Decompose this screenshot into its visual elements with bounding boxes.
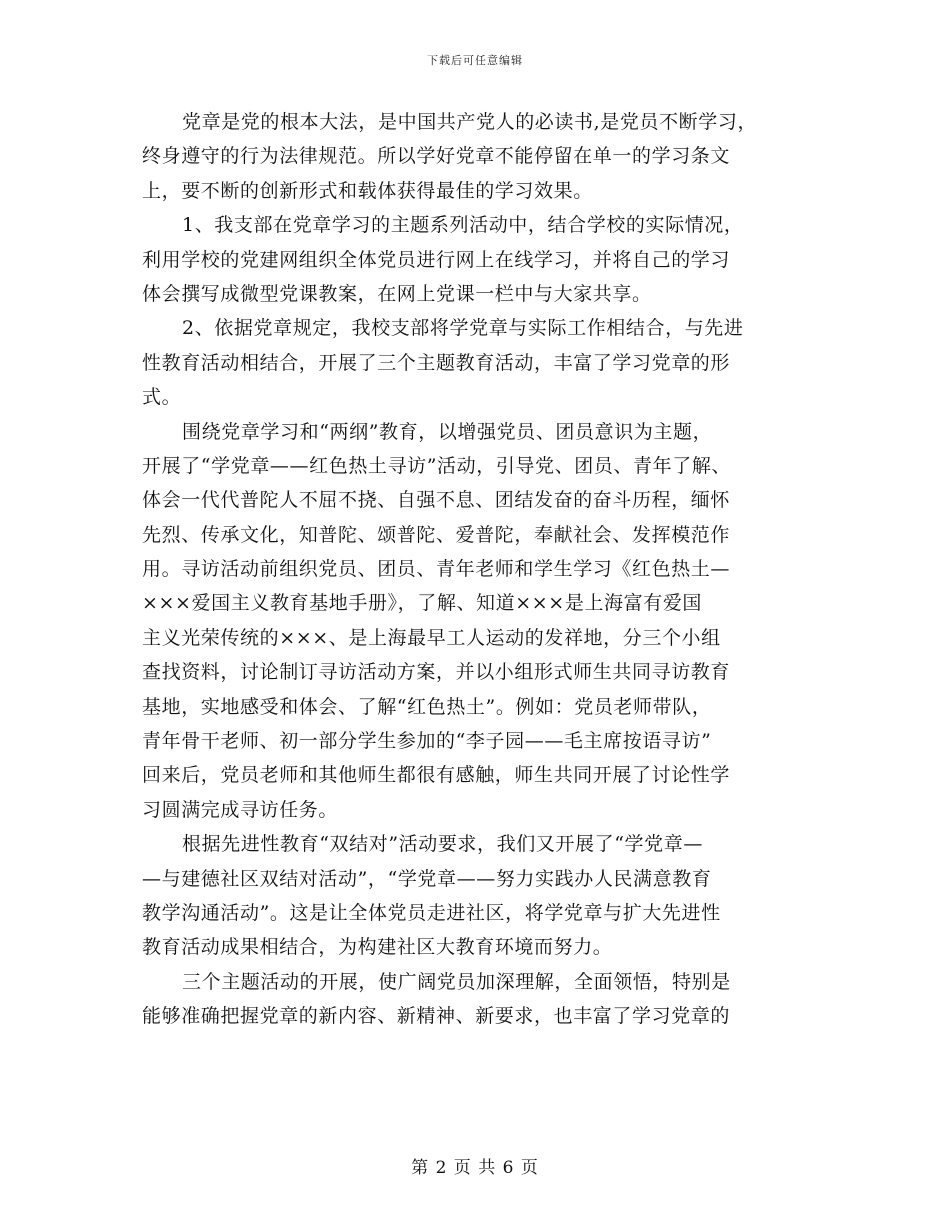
text-line: 围绕党章学习和“两纲”教育，以增强党员、团员意识为主题， [182,420,713,443]
text-line: ×××爱国主义教育基地手册》，了解、知道×××是上海富有爱国 [142,592,703,615]
text-line: 开展了“学党章——红色热土寻访”活动，引导党、团员、青年了解、 [142,454,732,477]
text-line: 回来后，党员老师和其他师生都很有感触，师生共同开展了讨论性学 [142,764,731,787]
text-line: 三个主题活动的开展，使广阔党员加深理解，全面领悟，特别是 [182,970,731,993]
text-line: 先烈、传承文化，知普陀、颂普陀、爱普陀，奉献社会、发挥模范作 [142,523,731,546]
document-body [142,105,814,1034]
text-line: 上，要不断的创新形式和载体获得最佳的学习效果。 [142,179,593,202]
page-footer: 第 2 页 共 6 页 [411,1158,539,1178]
text-line: 终身遵守的行为法律规范。所以学好党章不能停留在单一的学习条文 [142,145,731,168]
text-line: 基地，实地感受和体会、了解“红色热土”。例如：党员老师带队， [142,695,712,718]
text-line: 根据先进性教育“双结对”活动要求，我们又开展了“学党章— [182,833,703,856]
text-line: 查找资料，讨论制订寻访活动方案，并以小组形式师生共同寻访教育 [142,661,731,684]
text-line: 党章是党的根本大法，是中国共产党人的必读书,是党员不断学习， [182,111,758,133]
text-line: 习圆满完成寻访任务。 [142,798,339,821]
text-line: 用。寻访活动前组织党员、团员、青年老师和学生学习《红色热土— [142,558,731,581]
text-line: 体会撰写成微型党课教案，在网上党课一栏中与大家共享。 [142,282,652,305]
text-line: 教学沟通活动”。这是让全体党员走进社区，将学党章与扩大先进性 [142,901,721,924]
text-line: 青年骨干老师、初一部分学生参加的“李子园——毛主席按语寻访” [142,730,712,753]
text-line: 能够准确把握党章的新内容、新精神、新要求，也丰富了学习党章的 [142,1005,731,1028]
text-line: 教育活动成果相结合，为构建社区大教育环境而努力。 [142,936,613,959]
text-line: 性教育活动相结合，开展了三个主题教育活动，丰富了学习党章的形 [142,351,731,374]
text-line: 2、依据党章规定，我校支部将学党章与实际工作相结合，与先进 [182,317,744,340]
text-line: 式。 [142,386,182,409]
page-header: 下载后可任意编辑 [427,54,523,67]
text-line: 体会一代代普陀人不屈不挠、自强不息、团结发奋的奋斗历程，缅怀 [142,489,731,512]
text-line: 1、我支部在党章学习的主题系列活动中，结合学校的实际情况， [182,214,744,237]
text-line: —与建德社区双结对活动”，“学党章——努力实践办人民满意教育 [142,867,712,890]
text-line: 利用学校的党建网组织全体党员进行网上在线学习，并将自己的学习 [142,248,731,271]
text-line: 主义光荣传统的×××、是上海最早工人运动的发祥地，分三个小组 [142,626,721,649]
